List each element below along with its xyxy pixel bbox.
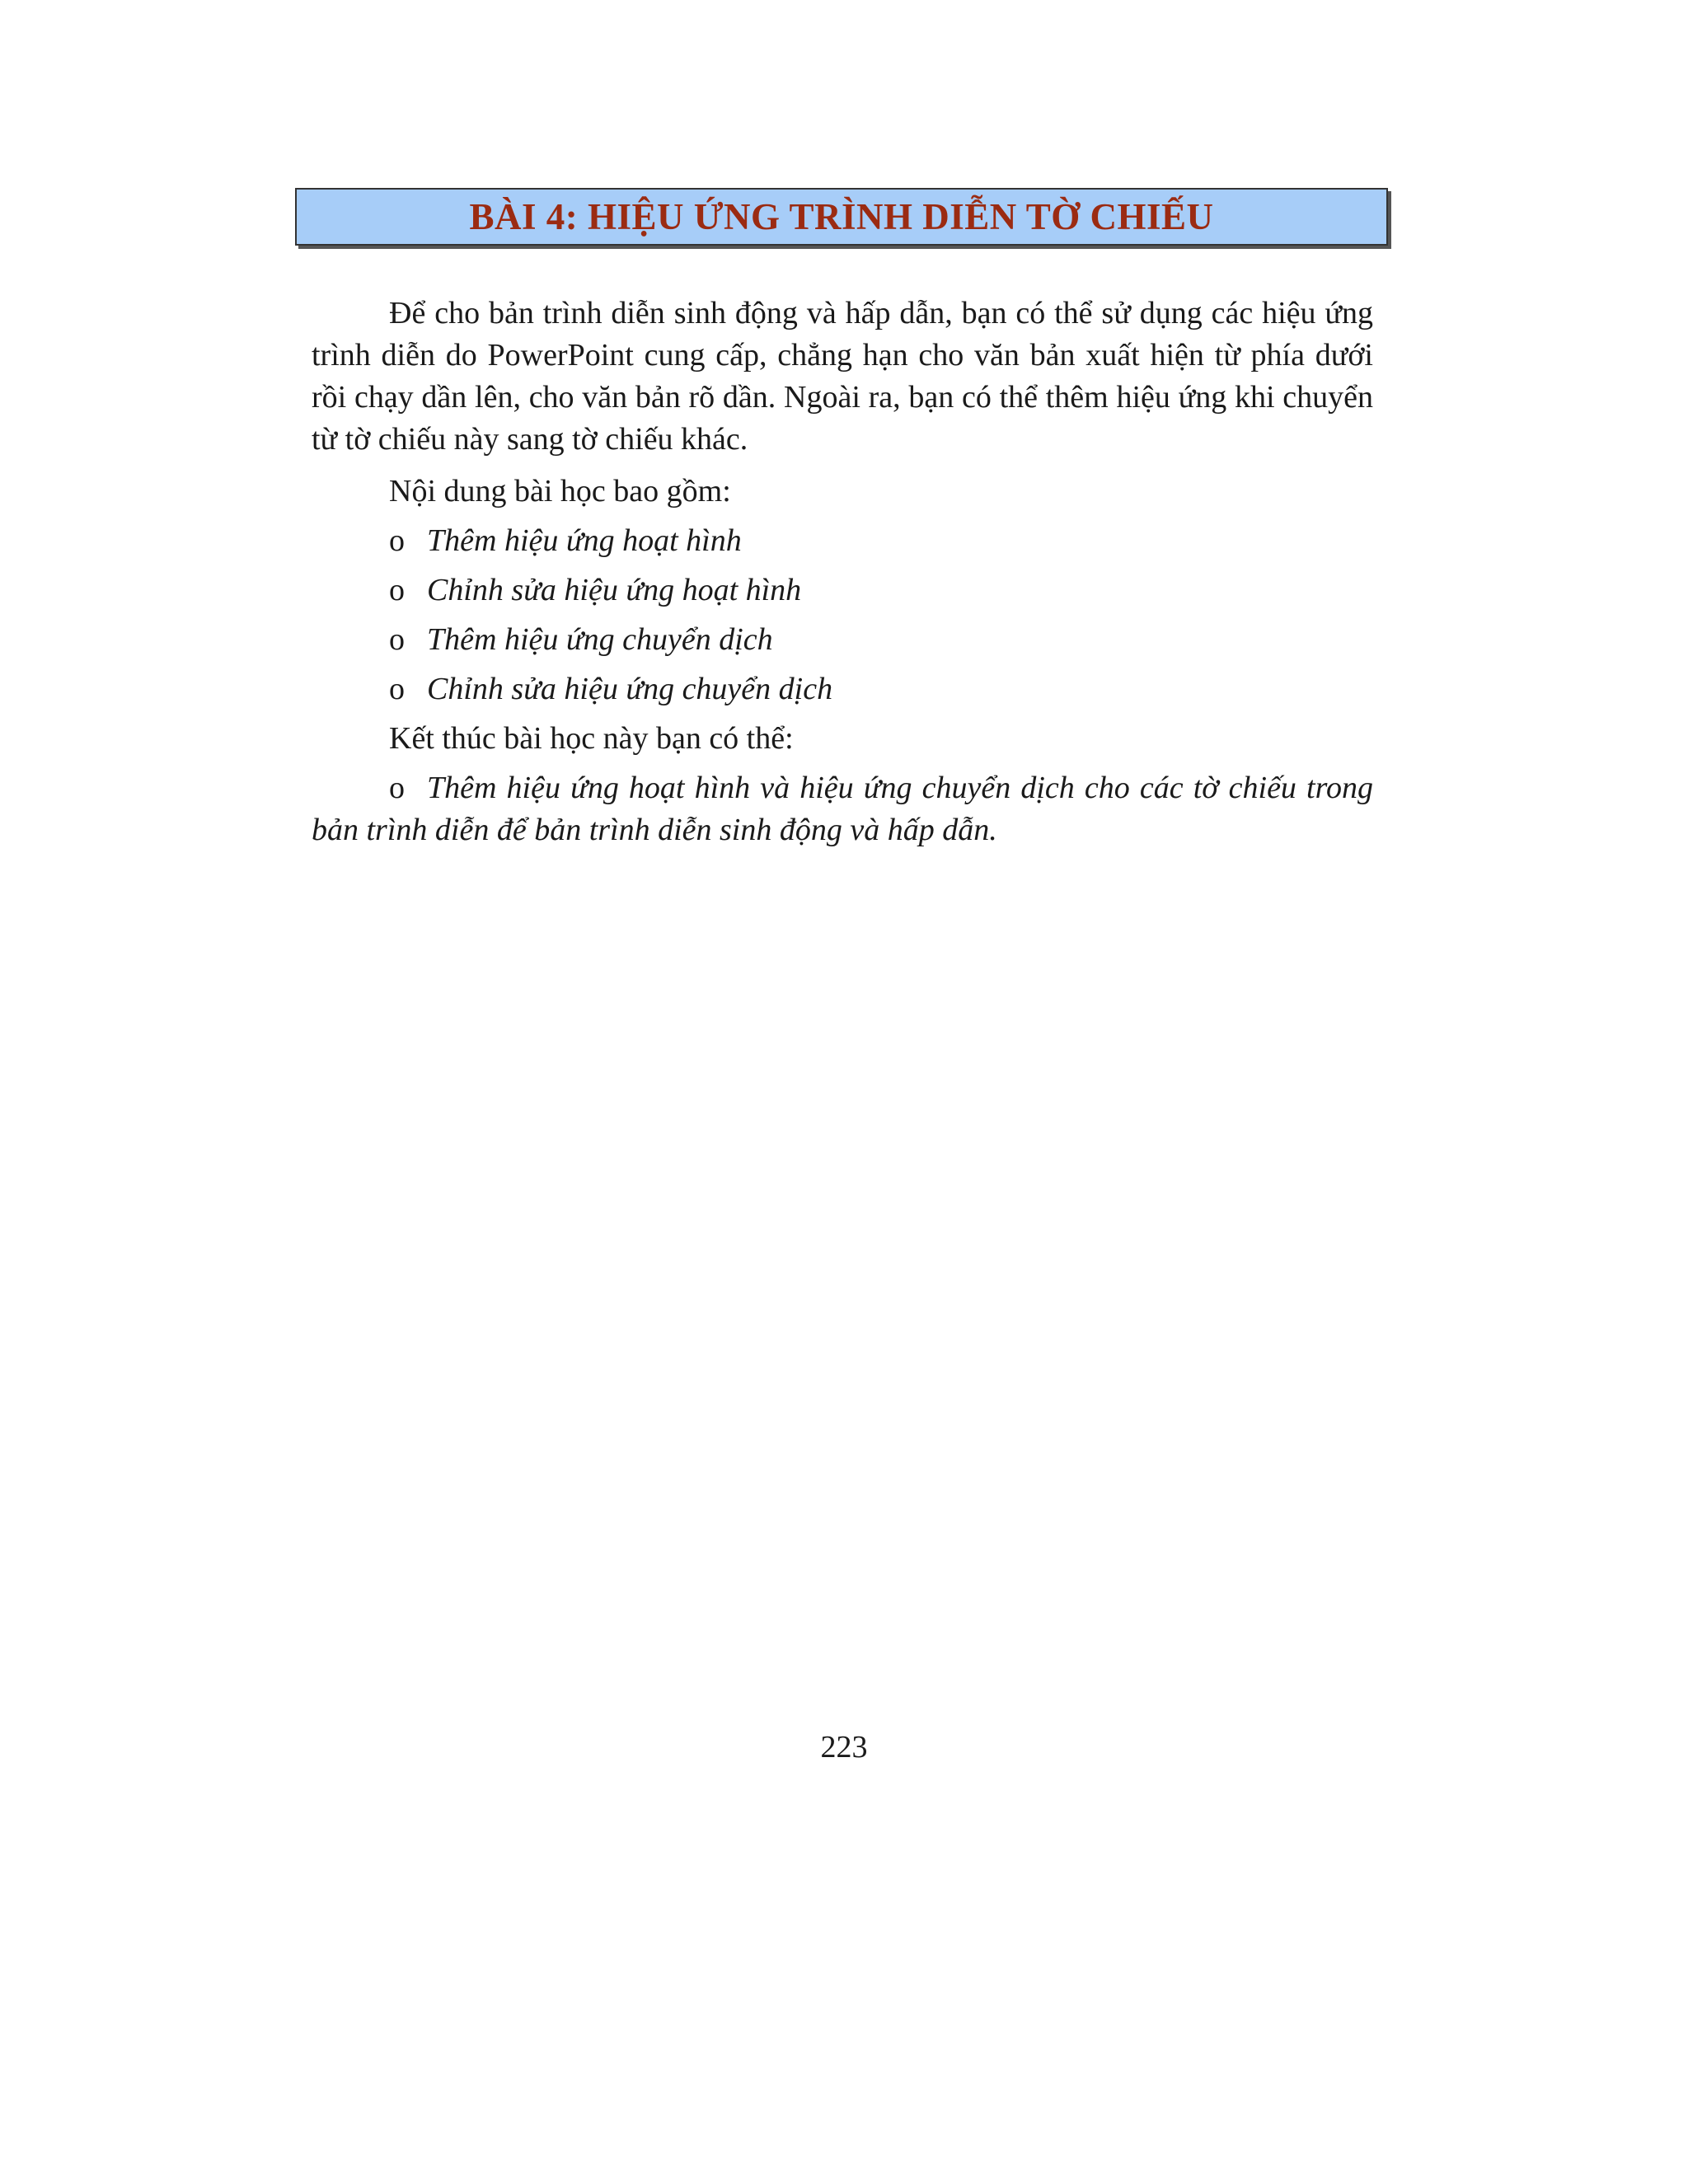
lesson-title: BÀI 4: HIỆU ỨNG TRÌNH DIỄN TỜ CHIẾU [469,196,1214,237]
bullet-icon: o [389,523,405,558]
list-item-text: Thêm hiệu ứng chuyển dịch [427,622,773,657]
page-number: 223 [820,1730,868,1765]
bullet-icon: o [389,672,405,706]
list-item [389,668,1373,710]
list-item-text: Chỉnh sửa hiệu ứng hoạt hình [427,573,802,607]
outcome-heading: Kết thúc bài học này bạn có thể: [389,721,794,756]
bullet-icon: o [389,771,405,805]
lesson-body [312,293,1373,851]
list-item-text: Chỉnh sửa hiệu ứng chuyển dịch [427,672,833,706]
list-item-text: Thêm hiệu ứng hoạt hình [427,523,742,558]
outcome-item-text: Thêm hiệu ứng hoạt hình và hiệu ứng chuyển dịch cho các tờ chiếu trong bản trình diễn để bản trình diễn sinh động và hấp dẫn. [312,771,1373,847]
contents-heading: Nội dung bài học bao gồm: [389,474,731,509]
contents-list [312,520,1373,710]
lesson-title-banner [295,188,1388,246]
bullet-icon: o [389,622,405,657]
bullet-icon: o [389,573,405,607]
list-item [389,619,1373,661]
list-item [389,520,1373,562]
intro-paragraph: Để cho bản trình diễn sinh động và hấp dẫn, bạn có thể sử dụng các hiệu ứng trình diễn do PowerPoint cung cấp, chẳng hạn cho văn bản xuất hiện từ phía dưới rồi chạy dần lên, cho văn bản rõ dần. Ngoài ra, bạn có thể thêm hiệu ứng khi chuyển từ tờ chiếu này sang tờ chiếu khác. [312,296,1373,457]
outcome-item [312,767,1373,851]
list-item [389,569,1373,612]
